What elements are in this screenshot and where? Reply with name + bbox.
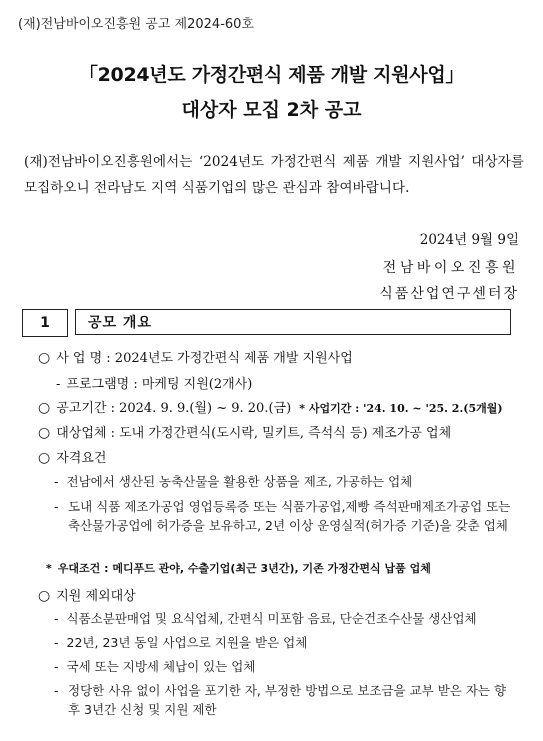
item-requirements bbox=[38, 447, 106, 466]
item-exclusion bbox=[38, 585, 136, 604]
ex-item-2-text: 22년, 23년 동일 사업으로 지원을 받은 업체 bbox=[66, 635, 308, 650]
circle-bullet: ○ bbox=[38, 425, 51, 441]
circle-bullet: ○ bbox=[38, 588, 51, 604]
item-period-note: * 사업기간 : '24. 10. ~ '25. 2.(5개월) bbox=[299, 402, 503, 415]
notice-number: (재)전남바이오진흥원 공고 제2024-60호 bbox=[18, 17, 254, 32]
item-project-text: 사 업 명 : 2024년도 가정간편식 제품 개발 지원사업 bbox=[56, 351, 353, 366]
item-program-text: 프로그램명 : 마케팅 지원(2개사) bbox=[66, 377, 253, 392]
ex-item-4 bbox=[54, 681, 514, 719]
announcement-date: 2024년 9월 9일 bbox=[419, 232, 519, 248]
dash-bullet: - bbox=[54, 499, 59, 514]
section-header bbox=[22, 309, 513, 337]
star-bullet: * bbox=[46, 562, 52, 575]
intro-paragraph: (재)전남바이오진흥원에서는 ‘2024년도 가정간편식 제품 개발 지원사업’ 대상자를 모집하오니 전라남도 지역 식품기업의 많은 관심과 참여바랍니다. bbox=[24, 154, 524, 196]
document-title: 「2024년도 가정간편식 제품 개발 지원사업」 bbox=[78, 64, 465, 86]
item-target bbox=[38, 422, 451, 441]
dash-bullet: - bbox=[54, 635, 59, 650]
section-number: 1 bbox=[22, 309, 68, 337]
circle-bullet: ○ bbox=[38, 450, 51, 466]
dash-bullet: - bbox=[54, 659, 59, 674]
organization-center: 식품산업연구센터장 bbox=[379, 286, 519, 302]
ex-item-3-text: 국세 또는 지방세 체납이 있는 업체 bbox=[66, 659, 256, 674]
circle-bullet: ○ bbox=[38, 400, 51, 416]
req-item-2-text: 도내 식품 제조가공업 영업등록증 또는 식품가공업,제빵 즉석판매제조가공업 또는 축산물가공업에 허가증을 보유하고, 2년 이상 운영실적(허가증 기준)을 갖춘 업체 bbox=[68, 499, 511, 533]
req-item-1-text: 전남에서 생산된 농축산물을 활용한 상품을 제조, 가공하는 업체 bbox=[66, 474, 413, 489]
req-item-2 bbox=[54, 497, 514, 535]
ex-item-4-text: 정당한 사유 없이 사업을 포기한 자, 부정한 방법으로 보조금을 교부 받은 자는 향후 3년간 신청 및 지원 제한 bbox=[68, 683, 507, 717]
item-period-text: 공고기간 : 2024. 9. 9.(월) ~ 9. 20.(금) bbox=[56, 401, 292, 416]
ex-item-1-text: 식품소분판매업 및 요식업체, 간편식 미포함 음료, 단순건조수산물 생산업체 bbox=[66, 611, 477, 626]
priority-note-text: 우대조건 : 메디푸드 관야, 수출기업(최근 3년간), 기존 가정간편식 납품 업체 bbox=[57, 562, 431, 575]
item-program bbox=[56, 373, 252, 392]
item-period bbox=[38, 397, 503, 416]
dash-bullet: - bbox=[54, 683, 59, 698]
section-title: 공모 개요 bbox=[75, 309, 511, 335]
organization-name: 전남바이오진흥원 bbox=[382, 260, 519, 276]
item-project bbox=[38, 347, 353, 366]
ex-item-1 bbox=[54, 609, 477, 627]
req-item-1 bbox=[54, 472, 412, 490]
document-subtitle: 대상자 모집 2차 공고 bbox=[181, 99, 362, 121]
dash-bullet: - bbox=[54, 474, 59, 489]
circle-bullet: ○ bbox=[38, 350, 51, 366]
item-exclusion-text: 지원 제외대상 bbox=[56, 589, 136, 604]
ex-item-2 bbox=[54, 633, 307, 651]
item-requirements-text: 자격요건 bbox=[56, 451, 107, 466]
priority-note bbox=[46, 560, 431, 576]
item-target-text: 대상업체 : 도내 가정간편식(도시락, 밀키트, 즉석식 등) 제조가공 업체 bbox=[56, 426, 452, 441]
ex-item-3 bbox=[54, 657, 255, 675]
dash-bullet: - bbox=[56, 377, 61, 392]
dash-bullet: - bbox=[54, 611, 59, 626]
